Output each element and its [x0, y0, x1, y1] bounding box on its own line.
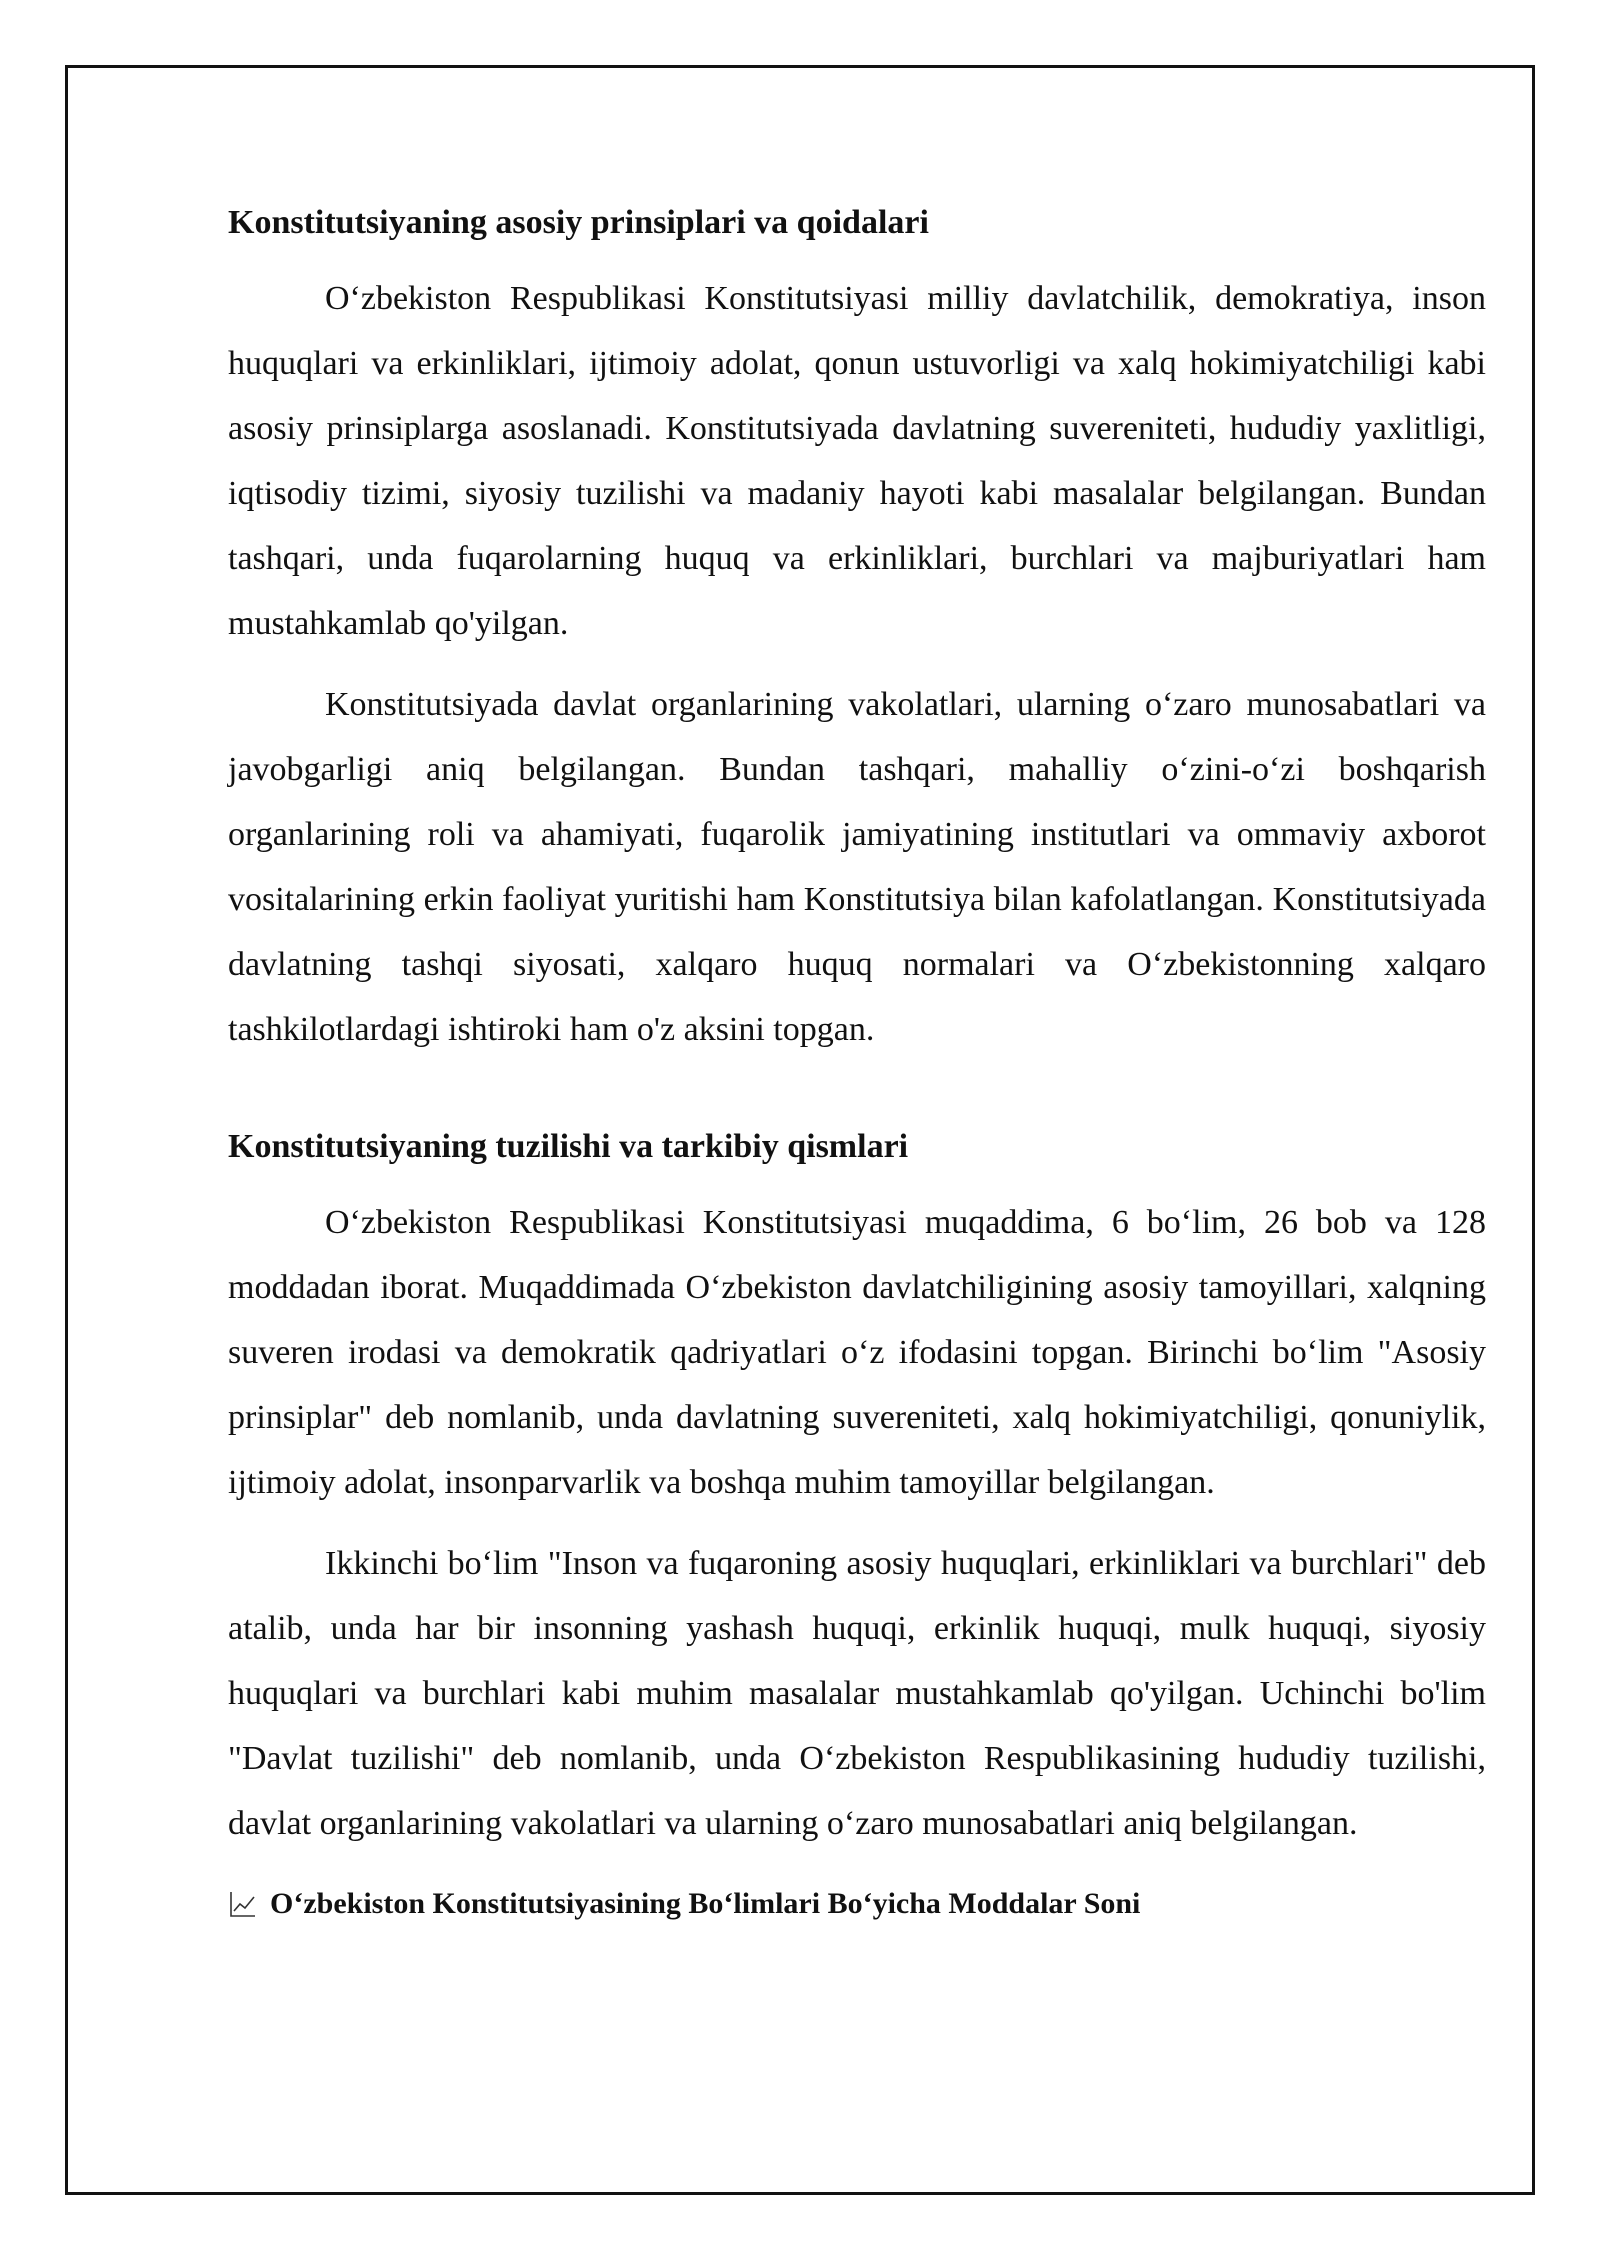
section-heading-structure: Konstitutsiyaning tuzilishi va tarkibiy qismlari [228, 1128, 909, 1165]
paragraph: O‘zbekiston Respublikasi Konstitutsiyasi muqaddima, 6 bo‘lim, 26 bob va 128 moddadan iborat. Muqaddimada O‘zbekiston davlatchiligining asosiy tamoyillari, xalqning suveren irodasi va demokratik qadriyatlari o‘z ifodasini topgan. Birinchi bo‘lim "Asosiy prinsiplar" deb nomlanib, unda davlatning suvereniteti, xalq hokimiyatchiligi, qonuniylik, ijtimoiy adolat, insonparvarlik va boshqa muhim tamoyillar belgilangan. [228, 1204, 1486, 1501]
chart-caption-text: O‘zbekiston Konstitutsiyasining Bo‘limlari Bo‘yicha Moddalar Soni [270, 1887, 1141, 1920]
paragraph: Ikkinchi bo‘lim "Inson va fuqaroning asosiy huquqlari, erkinliklari va burchlari" deb atalib, unda har bir insonning yashash huquqi, erkinlik huquqi, mulk huquqi, siyosiy huquqlari va burchlari kabi muhim masalalar mustahkamlab qo'yilgan. Uchinchi bo'lim "Davlat tuzilishi" deb nomlanib, unda O‘zbekiston Respublikasining hududiy tuzilishi, davlat organlarining vakolatlari va ularning o‘zaro munosabatlari aniq belgilangan. [228, 1545, 1486, 1842]
paragraph: O‘zbekiston Respublikasi Konstitutsiyasi milliy davlatchilik, demokratiya, inson huquqlari va erkinliklari, ijtimoiy adolat, qonun ustuvorligi va xalq hokimiyatchiligi kabi asosiy prinsiplarga asoslanadi. Konstitutsiyada davlatning suvereniteti, hududiy yaxlitligi, iqtisodiy tizimi, siyosiy tuzilishi va madaniy hayoti kabi masalalar belgilangan. Bundan tashqari, unda fuqarolarning huquq va erkinliklari, burchlari va majburiyatlari ham mustahkamlab qo'yilgan. [228, 280, 1486, 642]
document-body [228, 200, 1486, 1924]
paragraph: Konstitutsiyada davlat organlarining vakolatlari, ularning o‘zaro munosabatlari va javobgarligi aniq belgilangan. Bundan tashqari, mahalliy o‘zini-o‘zi boshqarish organlarining roli va ahamiyati, fuqarolik jamiyatining institutlari va ommaviy axborot vositalarining erkin faoliyat yuritishi ham Konstitutsiya bilan kafolatlangan. Konstitutsiyada davlatning tashqi siyosati, xalqaro huquq normalari va O‘zbekistonning xalqaro tashkilotlardagi ishtiroki ham o'z aksini topgan. [228, 686, 1486, 1048]
chart-line-icon [228, 1889, 258, 1919]
section-heading-principles: Konstitutsiyaning asosiy prinsiplari va qoidalari [228, 204, 929, 241]
chart-caption [228, 1884, 1486, 1924]
